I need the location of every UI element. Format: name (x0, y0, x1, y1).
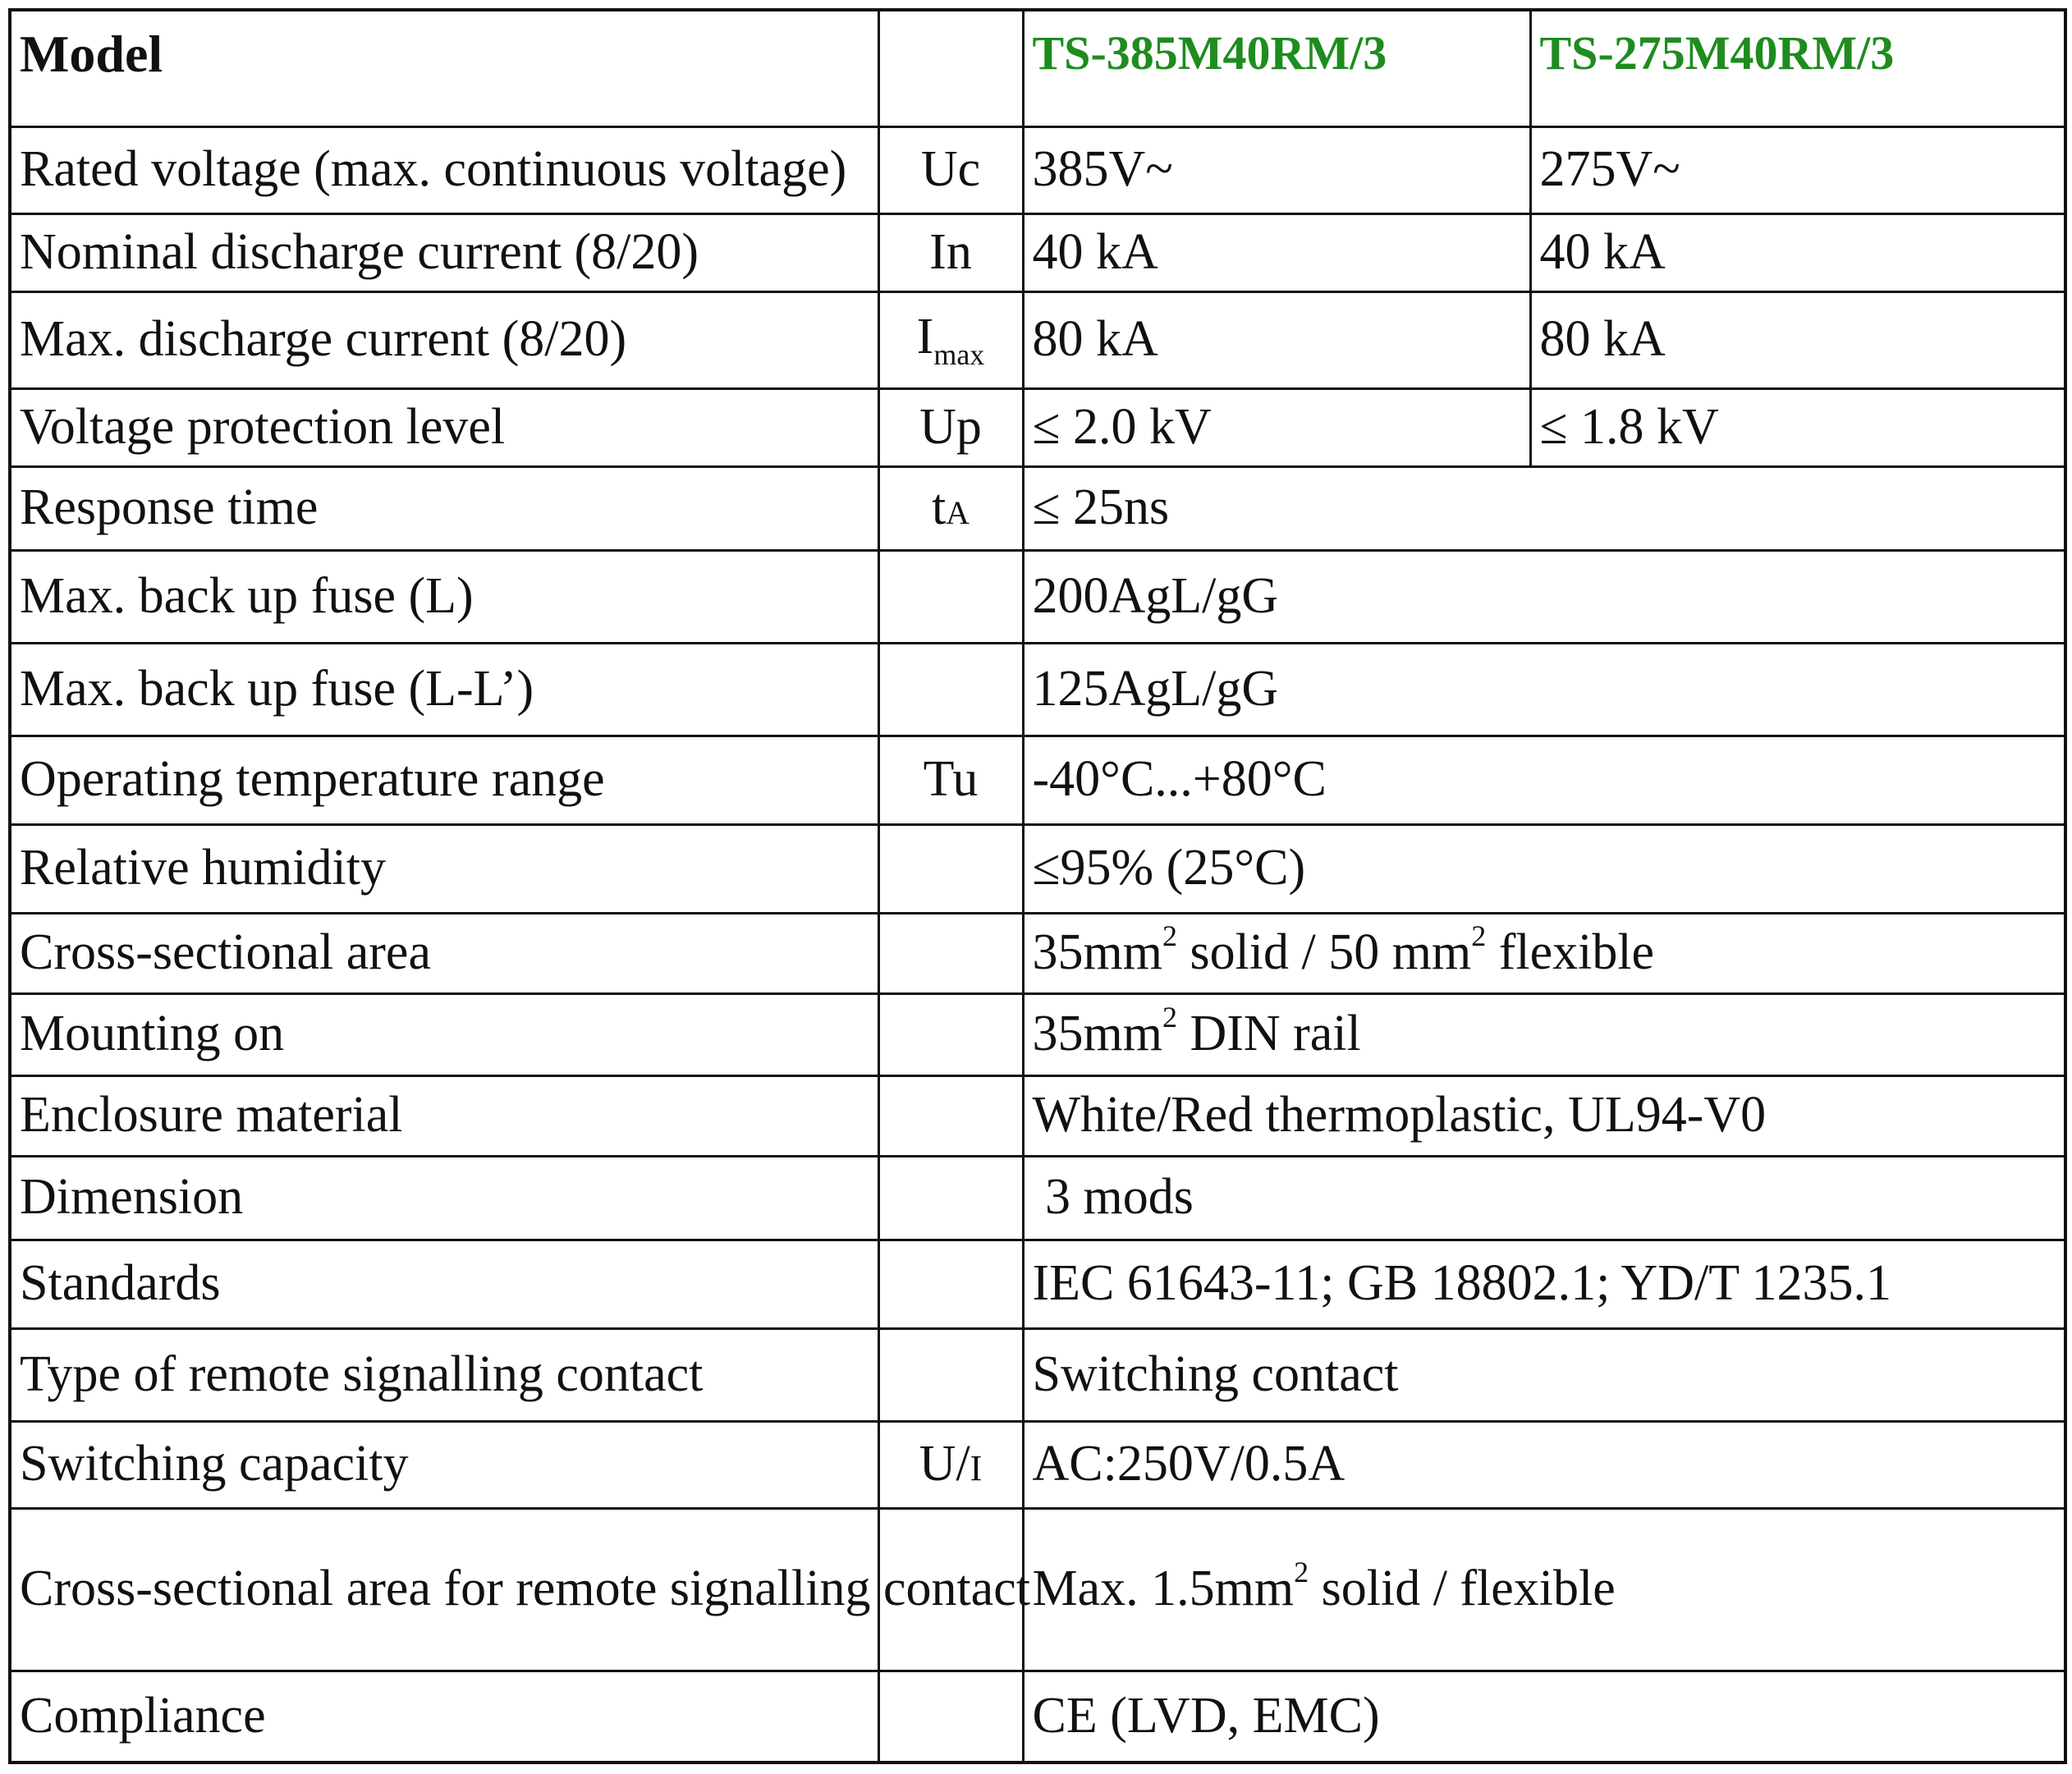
param-symbol (878, 1421, 1023, 1508)
param-symbol (878, 1328, 1023, 1421)
value-shared: 125AgL/gG (1023, 643, 2065, 736)
value-model-2: 275V~ (1530, 126, 2065, 213)
value-shared (1023, 913, 2065, 993)
table-row-standards (10, 1240, 2065, 1328)
model-name-2: TS-275M40RM/3 (1539, 26, 1895, 80)
value-part: DIN rail (1176, 1006, 1361, 1062)
table-row-cross-section (10, 913, 2065, 993)
value-shared: 200AgL/gG (1023, 550, 2065, 643)
table-row-mounting (10, 993, 2065, 1075)
header-row (10, 10, 2065, 126)
value-shared (1023, 993, 2065, 1075)
param-symbol: Up (878, 388, 1023, 466)
symbol-small: I (970, 1448, 983, 1489)
param-symbol (878, 643, 1023, 736)
value-model-1: ≤ 2.0 kV (1023, 388, 1530, 466)
symbol-main: I (916, 309, 934, 365)
value-shared: 3 mods (1023, 1156, 2065, 1240)
param-label: Enclosure material (10, 1075, 878, 1156)
value-part: flexible (1486, 924, 1655, 981)
param-symbol: In (878, 213, 1023, 291)
value-part: 35mm (1032, 1006, 1162, 1062)
table-row-remote-type (10, 1328, 2065, 1421)
value-shared: IEC 61643-11; GB 18802.1; YD/T 1235.1 (1023, 1240, 2065, 1328)
specification-table (8, 8, 2067, 1764)
value-part: solid / 50 mm (1176, 924, 1472, 981)
table-row-compliance (10, 1671, 2065, 1763)
param-label: Mounting on (10, 993, 878, 1075)
value-model-1: 385V~ (1023, 126, 1530, 213)
value-shared: ≤ 25ns (1023, 466, 2065, 550)
param-symbol (878, 291, 1023, 388)
table-row-fuse-ll (10, 643, 2065, 736)
param-label: Compliance (10, 1671, 878, 1763)
table-row-remote-area (10, 1508, 2065, 1671)
param-label: Switching capacity (10, 1421, 878, 1508)
value-part: Max. 1.5mm (1032, 1561, 1295, 1617)
table-row-humidity (10, 824, 2065, 913)
table-row-rated-voltage (10, 126, 2065, 213)
superscript: 2 (1162, 919, 1177, 953)
param-symbol (878, 1156, 1023, 1240)
value-shared (1023, 1508, 2065, 1671)
param-label: Dimension (10, 1156, 878, 1240)
param-label: Nominal discharge current (8/20) (10, 213, 878, 291)
param-symbol (878, 1671, 1023, 1763)
value-part: solid / flexible (1309, 1561, 1616, 1617)
table-row-dimension (10, 1156, 2065, 1240)
value-model-2: ≤ 1.8 kV (1530, 388, 2065, 466)
model-1-cell (1023, 10, 1530, 126)
value-model-2: 40 kA (1530, 213, 2065, 291)
table-row-response-time (10, 466, 2065, 550)
param-symbol (878, 913, 1023, 993)
param-label: Relative humidity (10, 824, 878, 913)
value-shared: White/Red thermoplastic, UL94-V0 (1023, 1075, 2065, 1156)
symbol-subscript: max (933, 338, 985, 372)
param-symbol (878, 824, 1023, 913)
param-label: Rated voltage (max. continuous voltage) (10, 126, 878, 213)
symbol-main: t (931, 479, 947, 536)
param-label: Type of remote signalling contact (10, 1328, 878, 1421)
param-label: Standards (10, 1240, 878, 1328)
superscript: 2 (1294, 1556, 1309, 1589)
param-label: Operating temperature range (10, 736, 878, 824)
param-label: Cross-sectional area for remote signalling contact (10, 1508, 878, 1671)
table-row-fuse-l (10, 550, 2065, 643)
param-label: Max. back up fuse (L-L’) (10, 643, 878, 736)
value-shared: -40°C...+80°C (1023, 736, 2065, 824)
param-label: Voltage protection level (10, 388, 878, 466)
param-label: Max. discharge current (8/20) (10, 291, 878, 388)
value-part: 35mm (1032, 924, 1162, 981)
symbol-small: A (946, 494, 970, 532)
value-shared: ≤95% (25°C) (1023, 824, 2065, 913)
table-row-switching (10, 1421, 2065, 1508)
superscript: 2 (1162, 1001, 1177, 1034)
param-symbol (878, 1075, 1023, 1156)
model-name-1: TS-385M40RM/3 (1032, 26, 1387, 80)
param-symbol (878, 466, 1023, 550)
table-row-max-current (10, 291, 2065, 388)
superscript: 2 (1471, 919, 1487, 953)
symbol-header-cell (878, 10, 1023, 126)
value-model-1: 40 kA (1023, 213, 1530, 291)
param-symbol: Tu (878, 736, 1023, 824)
param-symbol (878, 1240, 1023, 1328)
value-shared: AC:250V/0.5A (1023, 1421, 2065, 1508)
model-2-cell (1530, 10, 2065, 126)
model-label-cell (10, 10, 878, 126)
symbol-main: U/ (919, 1436, 970, 1492)
table-row-protection-level (10, 388, 2065, 466)
param-label: Max. back up fuse (L) (10, 550, 878, 643)
value-shared: Switching contact (1023, 1328, 2065, 1421)
value-shared: CE (LVD, EMC) (1023, 1671, 2065, 1763)
table-row-enclosure (10, 1075, 2065, 1156)
param-label: Response time (10, 466, 878, 550)
table-row-nominal-current (10, 213, 2065, 291)
param-label: Cross-sectional area (10, 913, 878, 993)
param-symbol: Uc (878, 126, 1023, 213)
param-symbol (878, 550, 1023, 643)
table-row-temp-range (10, 736, 2065, 824)
value-model-1: 80 kA (1023, 291, 1530, 388)
model-label: Model (20, 25, 163, 83)
value-model-2: 80 kA (1530, 291, 2065, 388)
param-symbol (878, 993, 1023, 1075)
